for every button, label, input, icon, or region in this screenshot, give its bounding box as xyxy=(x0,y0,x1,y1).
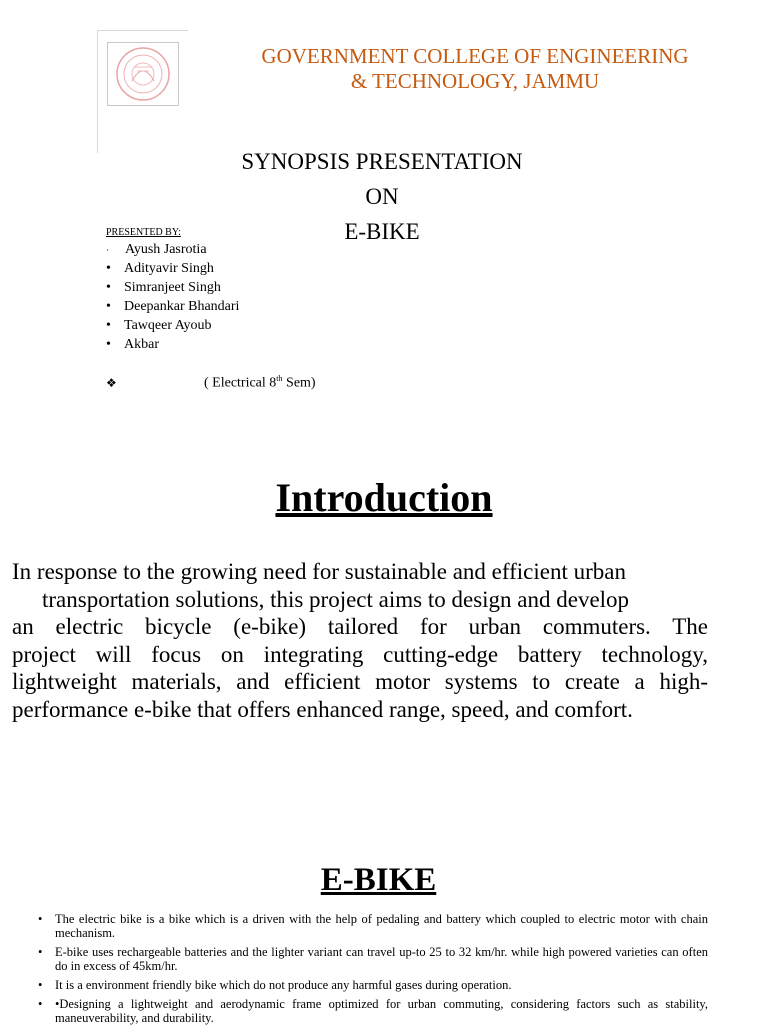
heading-line-3: E-BIKE xyxy=(344,219,420,244)
member-item: · Ayush Jasrotia xyxy=(106,242,207,257)
college-name-line-1: GOVERNMENT COLLEGE OF ENGINEERING xyxy=(261,44,689,68)
ebike-bullet: • It is a environment friendly bike which do not produce any harmful gases during operation. xyxy=(36,978,708,992)
college-name-line-2: & TECHNOLOGY, JAMMU xyxy=(350,69,600,93)
member-name: Tawqeer Ayoub xyxy=(124,318,212,333)
heading-line-1: SYNOPSIS PRESENTATION xyxy=(241,149,523,174)
college-emblem-icon xyxy=(107,42,179,106)
heading-line-2: ON xyxy=(365,184,399,209)
semester-text: ( Electrical 8 xyxy=(204,375,277,391)
intro-line: performance e-bike that offers enhanced range, speed, and comfort. xyxy=(12,696,633,722)
intro-line: an electric bicycle (e-bike) tailored for urban commuters. The xyxy=(12,614,708,639)
ebike-title: E-BIKE xyxy=(320,862,437,898)
member-name: Simranjeet Singh xyxy=(124,280,221,295)
member-item: • Tawqeer Ayoub xyxy=(106,318,212,333)
introduction-paragraph xyxy=(12,558,708,723)
intro-line: transportation solutions, this project aims to design and develop xyxy=(42,586,630,612)
introduction-title: Introduction xyxy=(275,475,493,520)
member-item: • Deepankar Bhandari xyxy=(106,299,240,314)
member-name: Deepankar Bhandari xyxy=(124,299,240,314)
member-item: • Adityavir Singh xyxy=(106,261,214,276)
intro-line: In response to the growing need for sustainable and efficient urban xyxy=(12,559,626,584)
intro-line: lightweight materials, and efficient motor systems to create a high- xyxy=(12,669,708,694)
college-name xyxy=(200,44,750,94)
ebike-bullet: • The electric bike is a bike which is a driven with the help of pedaling and battery which coupled to electric motor with chain mechanism. xyxy=(36,912,708,940)
semester-text-end: Sem) xyxy=(282,375,316,391)
member-name: Adityavir Singh xyxy=(124,261,214,276)
intro-line: project will focus on integrating cutting-edge battery technology, xyxy=(12,641,708,667)
member-name: Akbar xyxy=(124,337,159,352)
member-item: • Akbar xyxy=(106,337,159,352)
presentation-heading xyxy=(180,144,584,249)
semester-note xyxy=(106,374,316,392)
diamond-bullet-icon: ❖ xyxy=(106,375,117,390)
ebike-bullet: • E-bike uses rechargeable batteries and the lighter variant can travel up-to 25 to 32 km/hr. while high powered varieties can often do in excess of 45km/hr. xyxy=(36,945,708,973)
member-name: Ayush Jasrotia xyxy=(125,242,207,257)
ebike-bullet-list xyxy=(36,912,708,1030)
ebike-bullet: • •Designing a lightweight and aerodynamic frame optimized for urban commuting, considering factors such as stability, maneuverability, and durability. xyxy=(36,997,708,1025)
member-item: • Simranjeet Singh xyxy=(106,280,221,295)
members-list xyxy=(106,240,239,354)
semester-sup: th xyxy=(276,374,283,383)
presented-by-label: PRESENTED BY: xyxy=(106,227,181,238)
